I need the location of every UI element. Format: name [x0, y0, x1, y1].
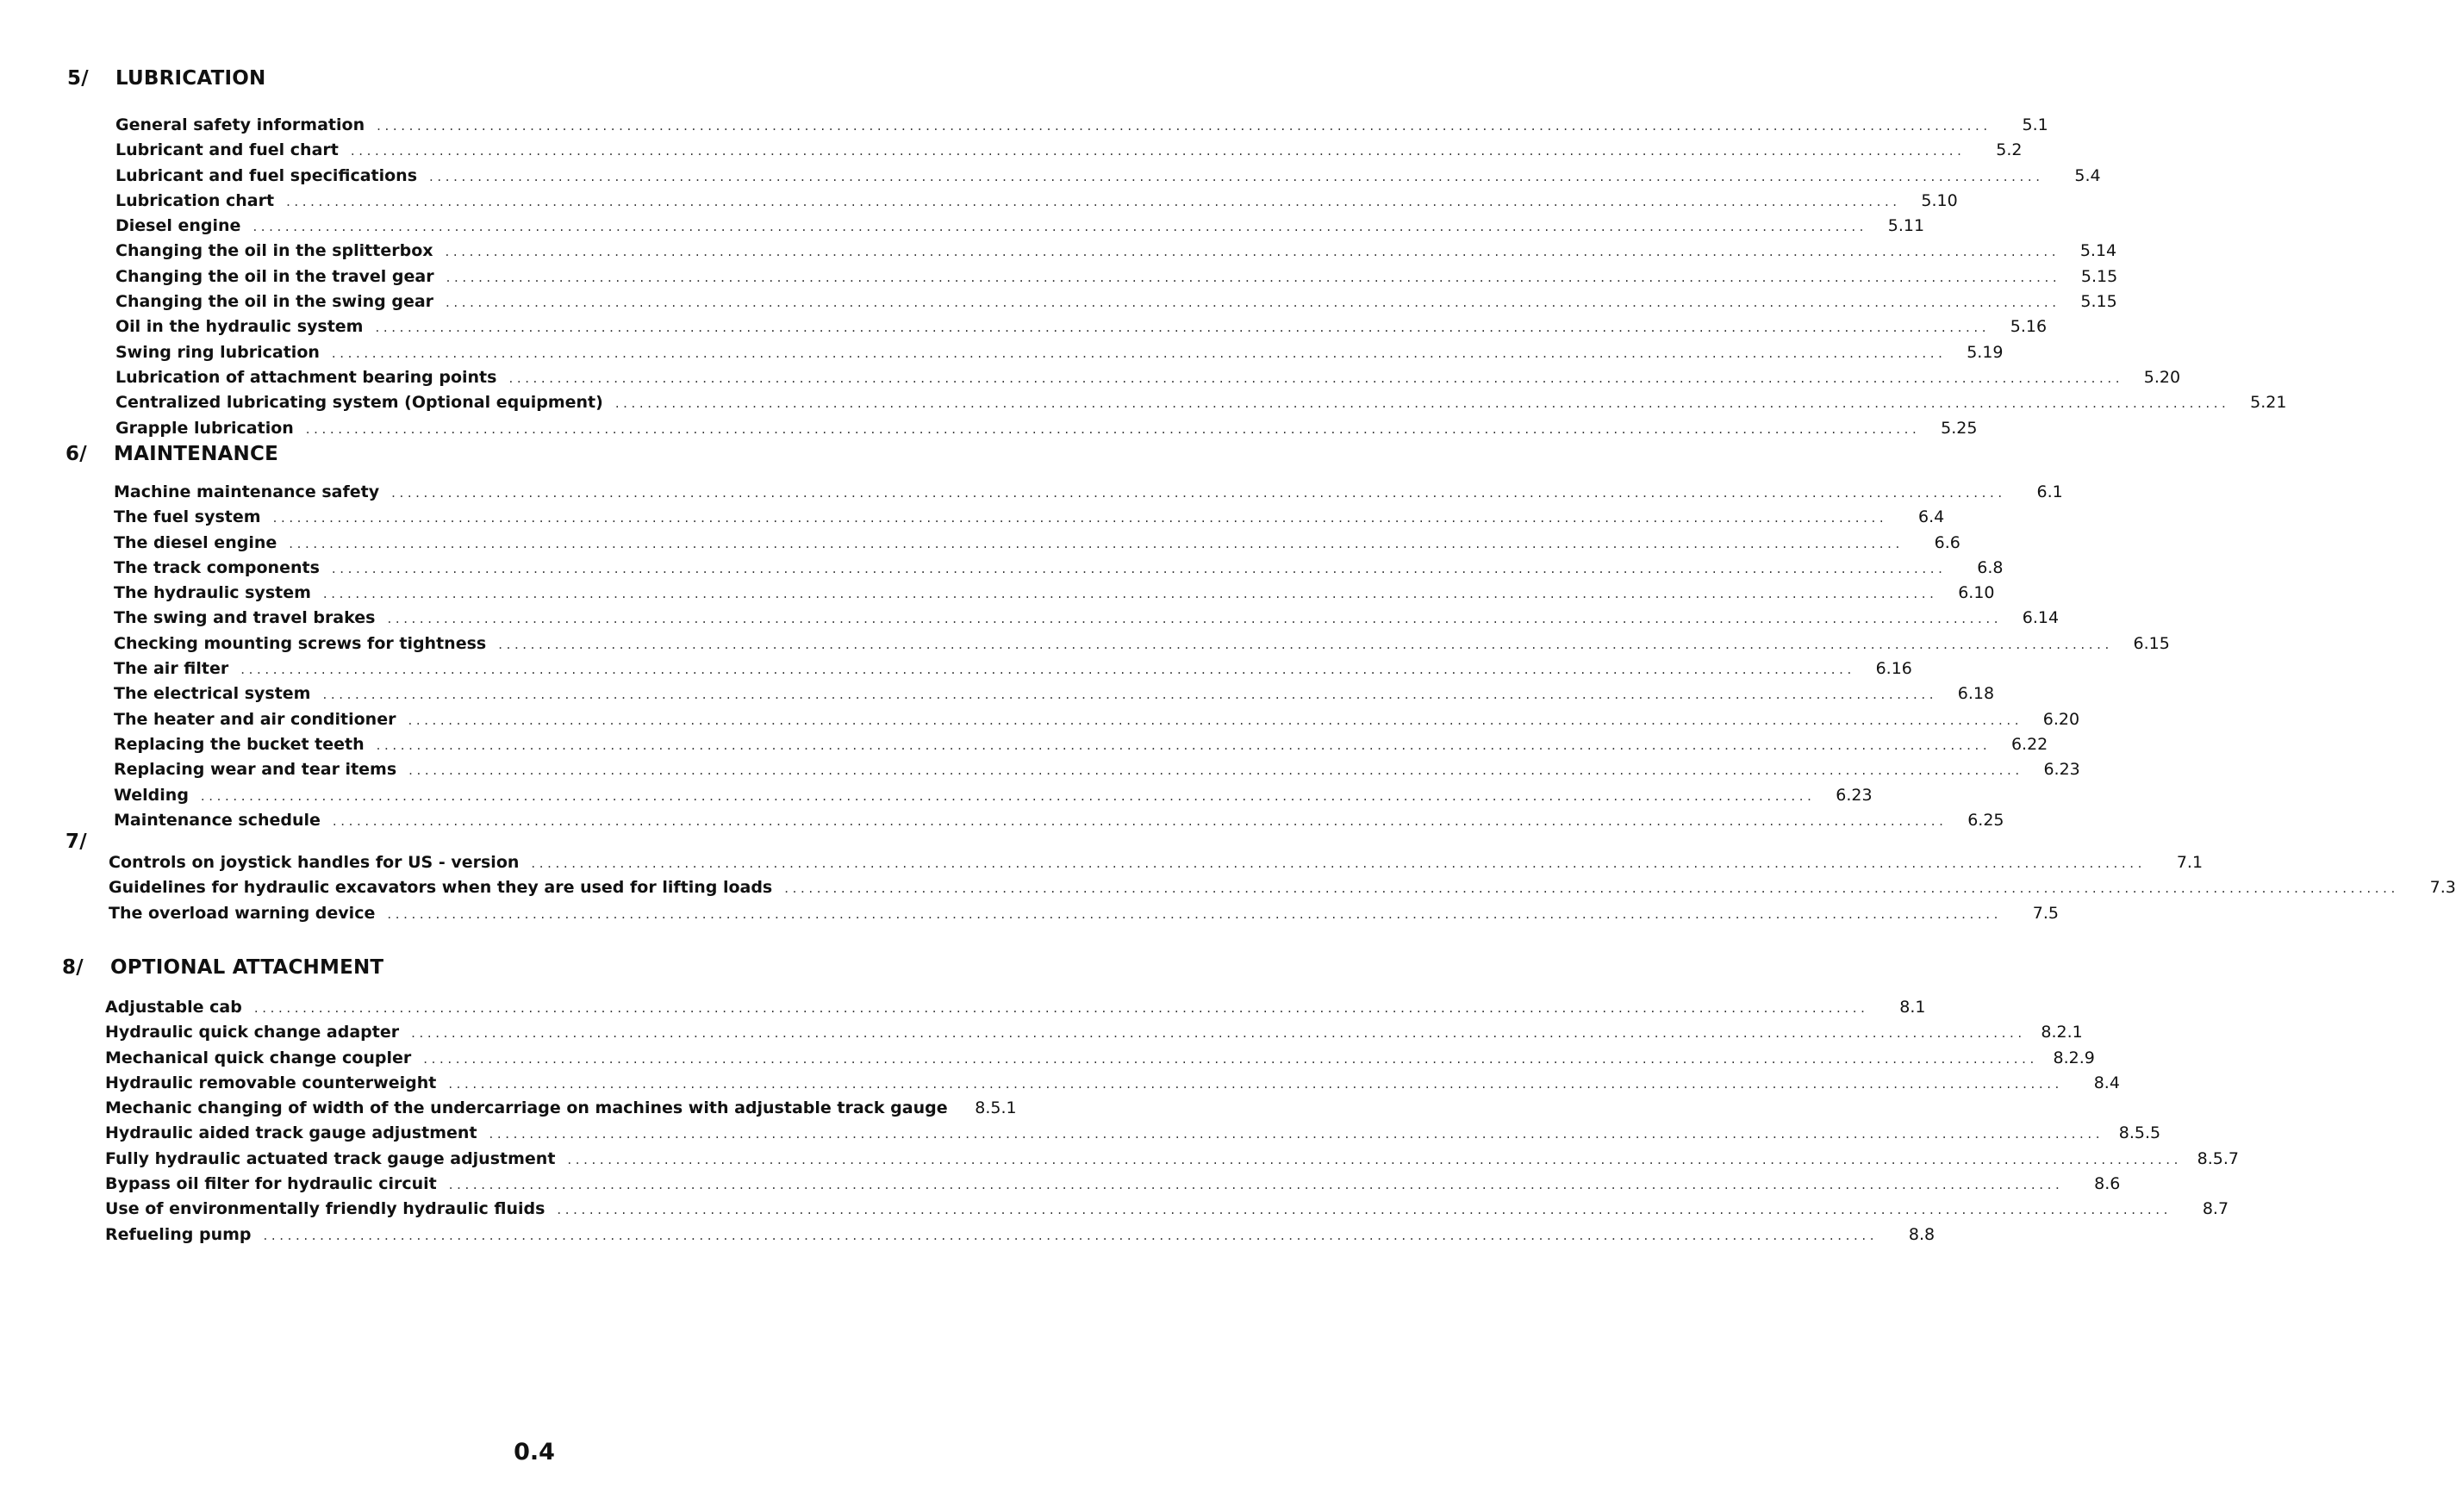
page-number: 0.4 — [514, 1439, 555, 1465]
toc-entry-title: Hydraulic aided track gauge adjustment — [105, 1123, 477, 1143]
dot-leader: ........................................................................................................................................................................................................ — [253, 1000, 1869, 1016]
toc-entry-title: Controls on joystick handles for US - version — [109, 853, 520, 872]
toc-entry — [109, 853, 2204, 878]
dot-leader: ........................................................................................................................................................................................................ — [567, 1151, 2183, 1167]
toc-entry — [114, 583, 1995, 608]
toc-entry — [115, 190, 1958, 216]
toc-entry-title: Lubricant and fuel specifications — [115, 165, 418, 185]
dot-leader: ........................................................................................................................................................................................................ — [350, 143, 1966, 159]
toc-entry-page: 5.14 — [2079, 241, 2117, 261]
dot-leader: ........................................................................................................................................................................................................ — [446, 295, 2060, 311]
toc-entry — [114, 557, 2004, 583]
toc-entry — [114, 734, 2048, 760]
dot-leader: ........................................................................................................................................................................................................ — [200, 787, 1816, 804]
toc-entry — [109, 903, 2059, 929]
toc-entry-title: Fully hydraulic actuated track gauge adjustment — [105, 1148, 556, 1168]
section-title: MAINTENANCE — [114, 443, 278, 465]
toc-entry-page: 6.25 — [1967, 810, 2004, 830]
toc-entry — [105, 1023, 2083, 1048]
toc-entry-title: General safety information — [115, 115, 365, 134]
toc-entry-page: 6.4 — [1917, 507, 1945, 527]
dot-leader: ........................................................................................................................................................................................................ — [305, 420, 1921, 437]
toc-entry — [115, 342, 2004, 368]
dot-leader: ........................................................................................................................................................................................................ — [387, 905, 2002, 922]
toc-entry-page: 5.1 — [2022, 115, 2048, 134]
toc-entry — [114, 633, 2170, 659]
dot-leader: ........................................................................................................................................................................................................ — [445, 244, 2060, 260]
toc-entry — [109, 878, 2456, 903]
toc-entry-title: The hydraulic system — [114, 583, 311, 603]
toc-entry-title: Maintenance schedule — [114, 810, 321, 830]
toc-entry — [114, 532, 1960, 558]
section-title: LUBRICATION — [115, 67, 266, 90]
dot-leader: ........................................................................................................................................................................................................ — [508, 370, 2124, 386]
toc-entry-title: Machine maintenance safety — [114, 482, 380, 501]
toc-entry-page: 5.25 — [1941, 418, 1978, 438]
toc-entry-title: Mechanical quick change coupler — [105, 1048, 412, 1067]
toc-entry-title: Use of environmentally friendly hydraulic fluids — [105, 1199, 545, 1219]
toc-entry-list — [114, 482, 2170, 836]
dot-leader: ........................................................................................................................................................................................................ — [614, 395, 2230, 412]
toc-entry-title: Lubrication chart — [115, 190, 275, 210]
toc-entry-page: 5.11 — [1887, 216, 1925, 236]
toc-entry-title: The overload warning device — [109, 903, 376, 923]
toc-entry-title: Changing the oil in the travel gear — [115, 266, 434, 286]
dot-leader: ........................................................................................................................................................................................................ — [448, 1075, 2063, 1092]
toc-entry — [105, 1224, 1936, 1250]
toc-entry — [105, 1098, 1017, 1123]
toc-entry-page: 5.2 — [1996, 140, 2023, 160]
toc-entry — [105, 1174, 2121, 1199]
dot-leader: ........................................................................................................................................................................................................ — [272, 510, 1888, 526]
toc-entry-title: Lubricant and fuel chart — [115, 140, 339, 160]
section-number: 8/ — [62, 956, 84, 979]
toc-entry — [105, 1048, 2095, 1073]
toc-entry-page: 5.4 — [2074, 165, 2101, 185]
toc-entry — [115, 367, 2181, 393]
toc-entry — [115, 115, 2048, 140]
toc-entry-title: The track components — [114, 557, 320, 577]
toc-entry-page: 6.16 — [1875, 659, 1912, 679]
toc-entry — [115, 140, 2023, 165]
toc-entry — [114, 608, 2060, 633]
toc-entry-title: The fuel system — [114, 507, 261, 527]
toc-entry-page: 8.2.9 — [2053, 1048, 2095, 1067]
dot-leader: ........................................................................................................................................................................................................ — [263, 1227, 1879, 1243]
dot-leader: ........................................................................................................................................................................................................ — [408, 762, 2023, 779]
dot-leader: ........................................................................................................................................................................................................ — [322, 687, 1938, 703]
toc-entry-title: Guidelines for hydraulic excavators when they are used for lifting loads — [109, 878, 773, 898]
dot-leader: ........................................................................................................................................................................................................ — [391, 485, 2006, 501]
toc-entry-list — [109, 853, 2456, 929]
toc-entry — [114, 810, 2004, 836]
toc-entry-page: 6.20 — [2042, 709, 2080, 729]
toc-entry-title: Swing ring lubrication — [115, 342, 320, 362]
toc-entry-title: Welding — [114, 785, 189, 805]
toc-entry-page: 5.15 — [2080, 292, 2117, 312]
toc-entry-page: 8.6 — [2094, 1174, 2121, 1194]
dot-leader: ........................................................................................................................................................................................................ — [408, 712, 2023, 728]
toc-entry-title: Lubrication of attachment bearing points — [115, 367, 497, 387]
toc-entry-page: 6.22 — [2010, 734, 2048, 754]
toc-entry-title: The heater and air conditioner — [114, 709, 396, 729]
dot-leader: ........................................................................................................................................................................................................ — [423, 1050, 2038, 1067]
dot-leader: ........................................................................................................................................................................................................ — [331, 345, 1947, 361]
toc-entry-page: 6.8 — [1977, 557, 2004, 577]
dot-leader: ........................................................................................................................................................................................................ — [489, 1126, 2104, 1142]
dot-leader: ........................................................................................................................................................................................................ — [252, 219, 1868, 235]
dot-leader: ........................................................................................................................................................................................................ — [375, 320, 1991, 336]
dot-leader: ........................................................................................................................................................................................................ — [289, 535, 1904, 551]
toc-entry-title: The electrical system — [114, 684, 311, 704]
toc-entry-page: 8.4 — [2093, 1073, 2120, 1092]
dot-leader: ........................................................................................................................................................................................................ — [240, 662, 1855, 678]
toc-entry — [114, 785, 1873, 811]
dot-leader: ........................................................................................................................................................................................................ — [429, 168, 2044, 184]
toc-entry — [115, 393, 2287, 418]
toc-entry-page: 5.21 — [2250, 393, 2287, 413]
toc-entry-page: 8.1 — [1899, 998, 1926, 1017]
toc-entry-list — [115, 115, 2287, 444]
section-number: 6/ — [65, 443, 87, 465]
toc-entry-page: 6.15 — [2133, 633, 2170, 653]
section-heading — [62, 956, 383, 979]
toc-entry-page: 6.1 — [2036, 482, 2063, 501]
toc-entry-title: Changing the oil in the swing gear — [115, 292, 434, 312]
toc-entry-page: 5.20 — [2143, 367, 2181, 387]
toc-entry — [115, 241, 2117, 266]
toc-entry — [114, 659, 1912, 684]
toc-entry-title: The air filter — [114, 659, 229, 679]
toc-entry-title: Checking mounting screws for tightness — [114, 633, 487, 653]
dot-leader: ........................................................................................................................................................................................................ — [322, 586, 1938, 602]
toc-entry-title: Refueling pump — [105, 1224, 252, 1244]
toc-entry — [114, 709, 2080, 735]
section-title: OPTIONAL ATTACHMENT — [110, 956, 384, 979]
toc-entry-title: Hydraulic removable counterweight — [105, 1073, 437, 1092]
toc-entry-title: Grapple lubrication — [115, 418, 294, 438]
dot-leader: ........................................................................................................................................................................................................ — [376, 737, 1992, 753]
dot-leader: ........................................................................................................................................................................................................ — [784, 880, 2399, 897]
toc-entry-title: Hydraulic quick change adapter — [105, 1023, 400, 1042]
toc-entry-page: 6.18 — [1957, 684, 1995, 704]
toc-entry-page: 5.16 — [2010, 317, 2048, 337]
toc-entry-page: 6.10 — [1958, 583, 1995, 603]
toc-entry — [114, 482, 2063, 507]
toc-entry-page: 6.6 — [1934, 532, 1960, 552]
dot-leader: ........................................................................................................................................................................................................ — [531, 856, 2147, 871]
dot-leader: ........................................................................................................................................................................................................ — [448, 1177, 2064, 1193]
toc-entry-page: 8.7 — [2202, 1199, 2229, 1219]
section-heading — [65, 443, 278, 465]
toc-entry-page: 7.3 — [2429, 878, 2456, 898]
toc-entry-title: Centralized lubricating system (Optional equipment) — [115, 393, 603, 413]
toc-entry-page: 8.2.1 — [2041, 1023, 2083, 1042]
dot-leader: ........................................................................................................................................................................................................ — [286, 193, 1901, 209]
dot-leader: ........................................................................................................................................................................................................ — [498, 636, 2113, 652]
toc-entry — [115, 317, 2048, 342]
toc-entry-page: 5.15 — [2080, 266, 2118, 286]
toc-entry-title: The swing and travel brakes — [114, 608, 376, 628]
toc-entry-title: Changing the oil in the splitterbox — [115, 241, 433, 261]
toc-entry-page: 7.5 — [2032, 903, 2059, 923]
toc-entry — [105, 1148, 2240, 1174]
toc-entry-title: Replacing wear and tear items — [114, 760, 397, 780]
section-heading — [67, 67, 265, 90]
section-number: 7/ — [65, 831, 87, 853]
toc-entry — [115, 165, 2101, 191]
toc-entry-title: Replacing the bucket teeth — [114, 734, 365, 754]
toc-entry-title: Adjustable cab — [105, 998, 242, 1017]
dot-leader: ........................................................................................................................................................................................................ — [446, 269, 2061, 285]
toc-entry-page: 8.5.5 — [2118, 1123, 2161, 1143]
dot-leader: ........................................................................................................................................................................................................ — [387, 611, 2003, 627]
toc-entry — [105, 1073, 2120, 1098]
toc-entry-title: Bypass oil filter for hydraulic circuit — [105, 1174, 437, 1194]
toc-entry-page: 5.19 — [1967, 342, 2004, 362]
toc-entry-title: The diesel engine — [114, 532, 277, 552]
toc-entry-page: 6.23 — [2043, 760, 2080, 780]
toc-entry-page: 6.23 — [1836, 785, 1873, 805]
toc-entry — [115, 292, 2117, 317]
toc-entry-title: Mechanic changing of width of the undercarriage on machines with adjustable track gauge — [105, 1098, 948, 1118]
toc-entry — [114, 684, 1995, 709]
toc-entry-page: 6.14 — [2022, 608, 2060, 628]
toc-entry-page: 8.8 — [1908, 1224, 1936, 1244]
dot-leader: ........................................................................................................................................................................................................ — [332, 812, 1948, 829]
toc-entry-list — [105, 998, 2240, 1250]
toc-entry — [115, 418, 1978, 444]
section-number: 5/ — [67, 67, 89, 90]
toc-entry — [114, 507, 1945, 532]
toc-entry-title: Oil in the hydraulic system — [115, 317, 364, 337]
dot-leader: ........................................................................................................................................................................................................ — [331, 560, 1947, 576]
toc-entry-page: 7.1 — [2176, 853, 2204, 872]
toc-entry — [105, 1123, 2161, 1148]
dot-leader: ........................................................................................................................................................................................................ — [377, 118, 1992, 134]
toc-entry-page: 8.5.7 — [2197, 1148, 2240, 1168]
dot-leader: ........................................................................................................................................................................................................ — [411, 1025, 2026, 1042]
toc-entry — [105, 1199, 2229, 1224]
section-heading — [65, 831, 114, 853]
toc-entry — [115, 216, 1925, 241]
toc-entry-page: 8.5.1 — [975, 1098, 1017, 1118]
dot-leader: ........................................................................................................................................................................................................ — [557, 1202, 2172, 1218]
toc-entry — [105, 998, 1926, 1023]
toc-entry — [115, 266, 2118, 292]
toc-entry — [114, 760, 2080, 785]
toc-entry-page: 5.10 — [1921, 190, 1958, 210]
toc-entry-title: Diesel engine — [115, 216, 241, 236]
